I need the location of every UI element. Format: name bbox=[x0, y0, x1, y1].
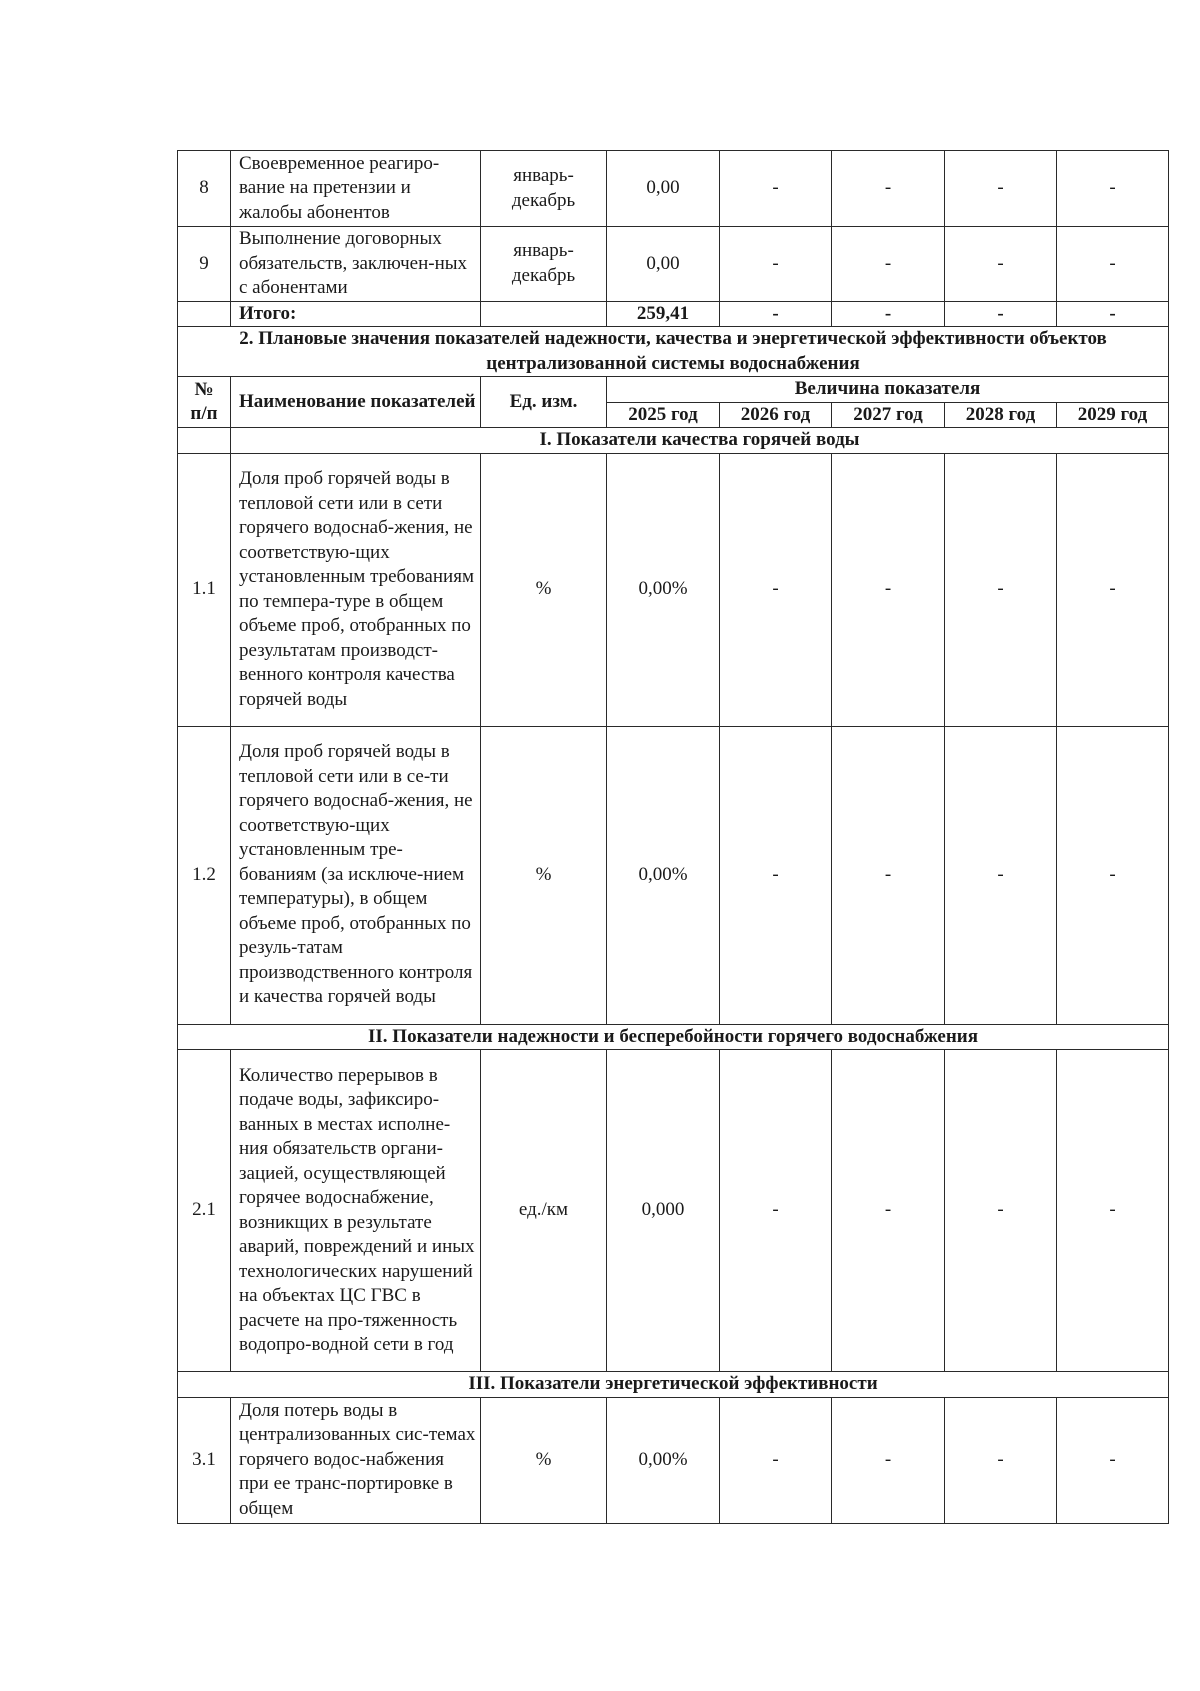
value-2025: 0,00% bbox=[607, 1397, 720, 1523]
header-name: Наименование показателей bbox=[231, 377, 481, 428]
row-number: 1.1 bbox=[178, 453, 231, 726]
group-3-title: III. Показатели энергетической эффективности bbox=[178, 1372, 1169, 1398]
indicator-name: Доля проб горячей воды в тепловой сети или в сети горячего водоснаб-жения, не соответствую-щих установленным требованиям по темпера-туре в общем объеме проб, отобранных по результатам производст-венного контроля качества горячей воды bbox=[231, 453, 481, 726]
unit-cell: % bbox=[481, 1397, 607, 1523]
value-2026: - bbox=[720, 1050, 832, 1372]
row-number: 1.2 bbox=[178, 726, 231, 1024]
total-2027: - bbox=[832, 301, 945, 327]
table-row bbox=[178, 726, 1169, 1024]
unit-cell: % bbox=[481, 453, 607, 726]
value-2028: - bbox=[945, 151, 1057, 227]
value-2029: - bbox=[1057, 1050, 1169, 1372]
group-title-row bbox=[178, 1372, 1169, 1398]
indicator-name: Доля проб горячей воды в тепловой сети или в се-ти горячего водоснаб-жения, не соответствую-щих установленным тре-бованиям (за исключе-нием температуры), в общем объеме проб, отобранных по резуль-татам производственного контроля и качества горячей воды bbox=[231, 726, 481, 1024]
value-2026: - bbox=[720, 151, 832, 227]
total-2026: - bbox=[720, 301, 832, 327]
value-2029: - bbox=[1057, 1397, 1169, 1523]
value-2027: - bbox=[832, 726, 945, 1024]
value-2027: - bbox=[832, 1050, 945, 1372]
section-title-row bbox=[178, 327, 1169, 377]
indicator-name: Своевременное реагиро-вание на претензии и жалобы абонентов bbox=[231, 151, 481, 227]
value-2028: - bbox=[945, 726, 1057, 1024]
unit-cell: январь-декабрь bbox=[481, 151, 607, 227]
value-2028: - bbox=[945, 1050, 1057, 1372]
total-value: 259,41 bbox=[607, 301, 720, 327]
empty-cell bbox=[481, 301, 607, 327]
value-2025: 0,00 bbox=[607, 151, 720, 227]
value-2029: - bbox=[1057, 453, 1169, 726]
row-number: 9 bbox=[178, 227, 231, 302]
indicators-table bbox=[177, 150, 1169, 1524]
indicator-name: Выполнение договорных обязательств, заключен-ных с абонентами bbox=[231, 227, 481, 302]
unit-cell: январь-декабрь bbox=[481, 227, 607, 302]
header-unit: Ед. изм. bbox=[481, 377, 607, 428]
group-title-row bbox=[178, 1024, 1169, 1050]
total-2028: - bbox=[945, 301, 1057, 327]
value-2025: 0,00 bbox=[607, 227, 720, 302]
header-year-2026: 2026 год bbox=[720, 402, 832, 428]
indicator-name: Доля потерь воды в централизованных сис-темах горячего водос-набжения при ее транс-портировке в общем bbox=[231, 1397, 481, 1523]
table-row bbox=[178, 453, 1169, 726]
empty-cell bbox=[178, 301, 231, 327]
value-2027: - bbox=[832, 1397, 945, 1523]
total-row bbox=[178, 301, 1169, 327]
value-2028: - bbox=[945, 1397, 1057, 1523]
value-2029: - bbox=[1057, 726, 1169, 1024]
value-2026: - bbox=[720, 227, 832, 302]
header-year-2029: 2029 год bbox=[1057, 402, 1169, 428]
value-2029: - bbox=[1057, 151, 1169, 227]
value-2027: - bbox=[832, 453, 945, 726]
header-row-1 bbox=[178, 377, 1169, 403]
value-2026: - bbox=[720, 726, 832, 1024]
unit-cell: % bbox=[481, 726, 607, 1024]
row-number: 2.1 bbox=[178, 1050, 231, 1372]
table-row bbox=[178, 1050, 1169, 1372]
value-2026: - bbox=[720, 1397, 832, 1523]
total-label: Итого: bbox=[231, 301, 481, 327]
header-year-2028: 2028 год bbox=[945, 402, 1057, 428]
value-2025: 0,000 bbox=[607, 1050, 720, 1372]
group-title-row bbox=[178, 428, 1169, 454]
table-row bbox=[178, 1397, 1169, 1523]
header-number: № п/п bbox=[178, 377, 231, 428]
row-number: 8 bbox=[178, 151, 231, 227]
header-value-group: Величина показателя bbox=[607, 377, 1169, 403]
value-2025: 0,00% bbox=[607, 453, 720, 726]
value-2025: 0,00% bbox=[607, 726, 720, 1024]
header-year-2027: 2027 год bbox=[832, 402, 945, 428]
header-year-2025: 2025 год bbox=[607, 402, 720, 428]
row-number: 3.1 bbox=[178, 1397, 231, 1523]
table-row bbox=[178, 151, 1169, 227]
indicator-name: Количество перерывов в подаче воды, зафиксиро-ванных в местах исполне-ния обязательств органи-зацией, осуществляющей горячее водоснабжение, возникщих в результате аварий, повреждений и иных технологических нарушений на объектах ЦС ГВС в расчете на про-тяженность водопро-водной сети в год bbox=[231, 1050, 481, 1372]
unit-cell: ед./км bbox=[481, 1050, 607, 1372]
value-2029: - bbox=[1057, 227, 1169, 302]
value-2026: - bbox=[720, 453, 832, 726]
value-2028: - bbox=[945, 453, 1057, 726]
empty-cell bbox=[178, 428, 231, 454]
value-2027: - bbox=[832, 227, 945, 302]
group-1-title: I. Показатели качества горячей воды bbox=[231, 428, 1169, 454]
table-row bbox=[178, 227, 1169, 302]
section-2-title: 2. Плановые значения показателей надежности, качества и энергетической эффективности объектов централизованной системы водоснабжения bbox=[178, 327, 1169, 377]
value-2027: - bbox=[832, 151, 945, 227]
group-2-title: II. Показатели надежности и бесперебойности горячего водоснабжения bbox=[178, 1024, 1169, 1050]
total-2029: - bbox=[1057, 301, 1169, 327]
value-2028: - bbox=[945, 227, 1057, 302]
